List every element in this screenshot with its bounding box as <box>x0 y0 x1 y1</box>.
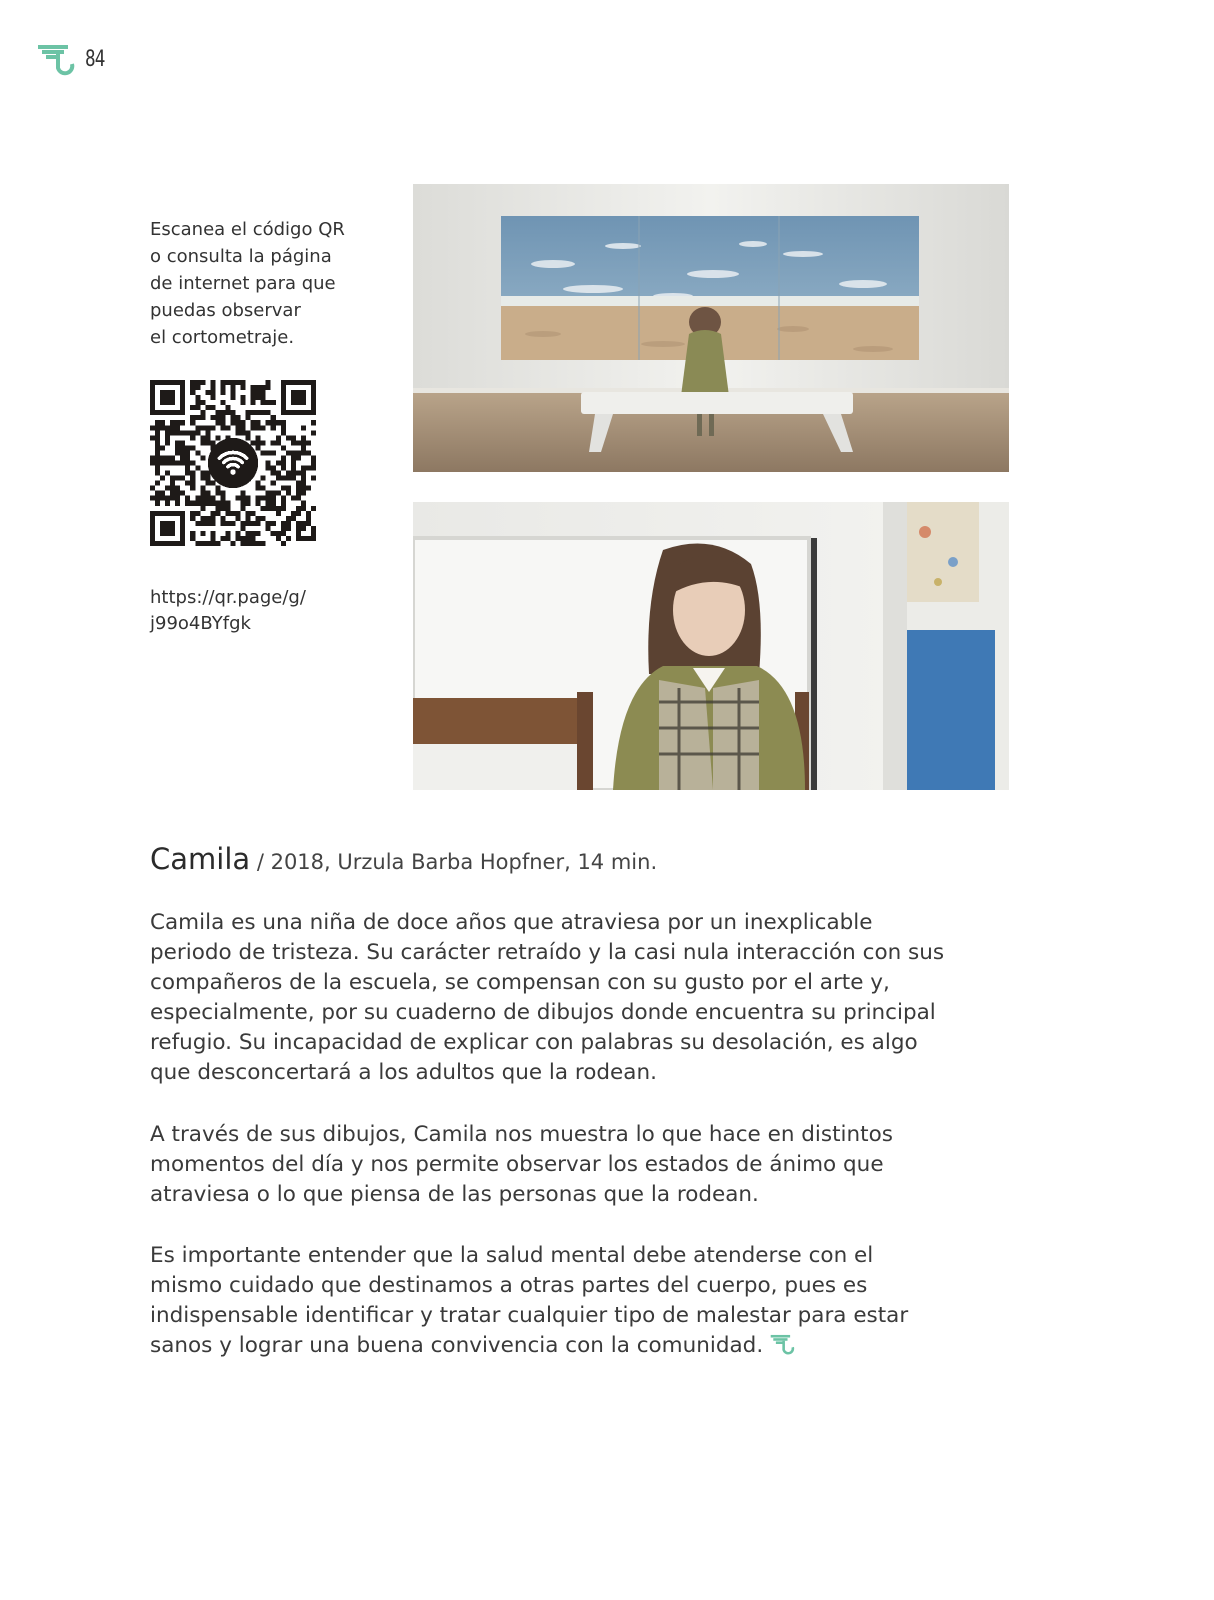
mental-health-paragraph <box>150 1241 950 1361</box>
qr-code[interactable] <box>150 380 316 546</box>
page-number: 84 <box>85 46 105 72</box>
film-title: Camila <box>150 842 251 876</box>
photo-girl-in-classroom <box>413 502 1009 790</box>
qr-url-link[interactable]: https://qr.page/g/ j99o4BYfgk <box>150 587 306 634</box>
page-header <box>38 42 110 76</box>
mental-health-text: Es importante entender que la salud mental debe atenderse con el mismo cuidado que destinamos a otras partes del cuerpo, pues es indispensable identificar y tratar cualquier tipo de malestar para estar sanos y lograr una buena convivencia con la comunidad. <box>150 1243 909 1358</box>
brand-logo-icon <box>38 42 76 76</box>
film-meta: / 2018, Urzula Barba Hopfner, 14 min. <box>250 850 658 874</box>
drawings-paragraph: A través de sus dibujos, Camila nos muestra lo que hace en distintos momentos del día y nos permite observar los estados de ánimo que atraviesa o lo que piensa de las personas que la rodean. <box>150 1122 893 1207</box>
end-mark-logo-icon <box>769 1333 797 1355</box>
film-title-line <box>150 842 950 876</box>
qr-instructions: Escanea el código QR o consulta la página de internet para que puedas observar el cortometraje. <box>150 219 345 348</box>
photo-girl-on-bench <box>413 184 1009 472</box>
synopsis-paragraph: Camila es una niña de doce años que atraviesa por un inexplicable periodo de tristeza. Su carácter retraído y la casi nula interacción con sus compañeros de la escuela, se compensan con su gusto por el arte y, especialmente, por su cuaderno de dibujos donde encuentra su principal refugio. Su incapacidad de explicar con palabras su desolación, es algo que desconcertará a los adultos que la rodean. <box>150 910 945 1085</box>
